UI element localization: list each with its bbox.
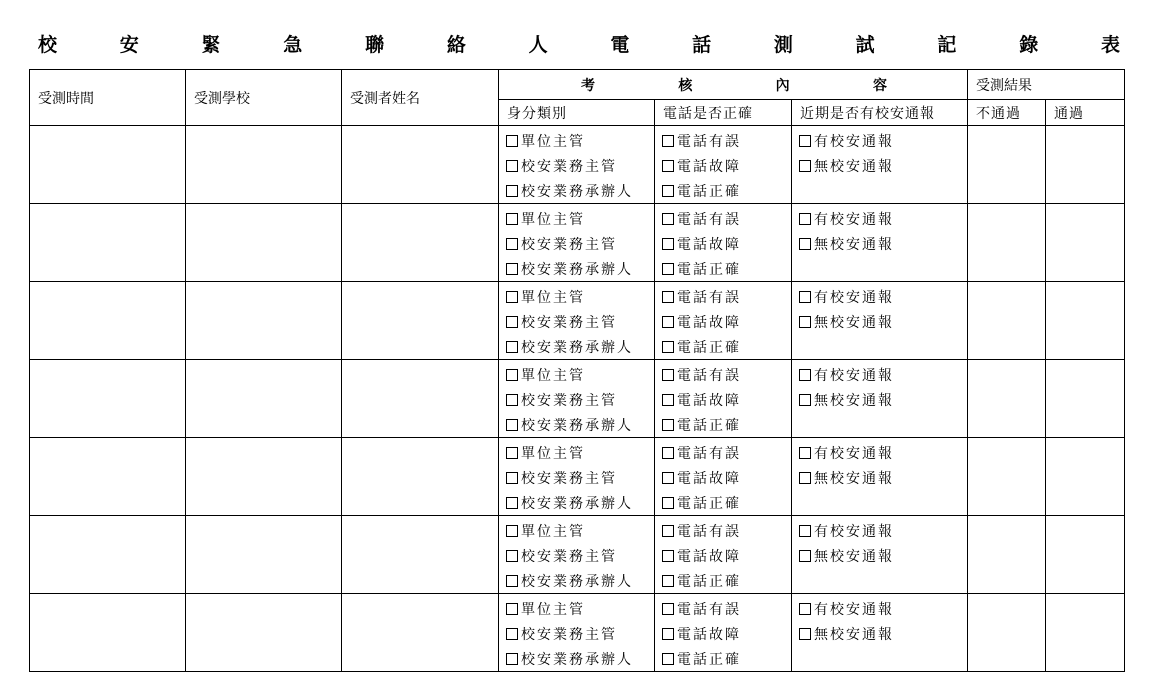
checkbox-option[interactable] bbox=[792, 518, 967, 543]
checkbox-option[interactable] bbox=[655, 284, 791, 309]
checkbox-icon[interactable] bbox=[662, 185, 674, 197]
checkbox-icon[interactable] bbox=[662, 472, 674, 484]
checkbox-icon[interactable] bbox=[662, 291, 674, 303]
cell-result-fail[interactable] bbox=[968, 516, 1046, 594]
checkbox-icon[interactable] bbox=[506, 369, 518, 381]
checkbox-label: 電話有誤 bbox=[677, 211, 741, 228]
checkbox-icon[interactable] bbox=[662, 603, 674, 615]
checkbox-option[interactable] bbox=[655, 178, 791, 203]
cell-identity-options bbox=[499, 360, 655, 438]
checkbox-label: 電話有誤 bbox=[677, 523, 741, 540]
checkbox-icon[interactable] bbox=[506, 263, 518, 275]
cell-result-pass[interactable] bbox=[1046, 126, 1125, 204]
table-row bbox=[30, 126, 1125, 204]
cell-result-fail[interactable] bbox=[968, 360, 1046, 438]
checkbox-icon[interactable] bbox=[506, 394, 518, 406]
cell-test-time[interactable] bbox=[30, 360, 186, 438]
checkbox-option[interactable] bbox=[792, 128, 967, 153]
checkbox-label: 電話有誤 bbox=[677, 367, 741, 384]
checkbox-icon[interactable] bbox=[662, 213, 674, 225]
checkbox-label: 無校安通報 bbox=[814, 548, 894, 565]
checkbox-label: 無校安通報 bbox=[814, 314, 894, 331]
checkbox-label: 電話正確 bbox=[677, 651, 741, 668]
checkbox-option[interactable] bbox=[499, 490, 654, 515]
cell-result-pass[interactable] bbox=[1046, 360, 1125, 438]
checkbox-label: 單位主管 bbox=[521, 211, 585, 228]
checkbox-option[interactable] bbox=[499, 568, 654, 593]
checkbox-icon[interactable] bbox=[799, 628, 811, 640]
cell-test-school[interactable] bbox=[186, 126, 342, 204]
checkbox-option[interactable] bbox=[655, 334, 791, 359]
checkbox-icon[interactable] bbox=[799, 291, 811, 303]
header-identity: 身分類別 bbox=[499, 100, 655, 126]
cell-phone-options bbox=[655, 126, 792, 204]
cell-identity-options bbox=[499, 516, 655, 594]
checkbox-label: 單位主管 bbox=[521, 523, 585, 540]
checkbox-label: 校安業務承辦人 bbox=[521, 339, 633, 356]
checkbox-option[interactable] bbox=[499, 153, 654, 178]
checkbox-label: 校安業務承辦人 bbox=[521, 417, 633, 434]
title-char: 錄 bbox=[1019, 34, 1039, 56]
checkbox-label: 校安業務承辦人 bbox=[521, 573, 633, 590]
checkbox-icon[interactable] bbox=[506, 341, 518, 353]
checkbox-label: 無校安通報 bbox=[814, 236, 894, 253]
checkbox-option[interactable] bbox=[792, 387, 967, 412]
cell-test-school[interactable] bbox=[186, 438, 342, 516]
title-char: 絡 bbox=[446, 34, 466, 56]
title-char: 安 bbox=[119, 34, 139, 56]
checkbox-option[interactable] bbox=[792, 153, 967, 178]
checkbox-option[interactable] bbox=[655, 231, 791, 256]
checkbox-option[interactable] bbox=[655, 596, 791, 621]
checkbox-icon[interactable] bbox=[799, 135, 811, 147]
checkbox-icon[interactable] bbox=[662, 419, 674, 431]
checkbox-option[interactable] bbox=[655, 256, 791, 281]
checkbox-icon[interactable] bbox=[506, 185, 518, 197]
table-row bbox=[30, 204, 1125, 282]
checkbox-icon[interactable] bbox=[506, 419, 518, 431]
cell-test-school[interactable] bbox=[186, 594, 342, 672]
table-row bbox=[30, 360, 1125, 438]
checkbox-option[interactable] bbox=[499, 231, 654, 256]
checkbox-option[interactable] bbox=[499, 518, 654, 543]
header-name: 受測者姓名 bbox=[342, 70, 499, 126]
checkbox-icon[interactable] bbox=[506, 550, 518, 562]
header-row-1 bbox=[30, 70, 1125, 100]
checkbox-label: 電話有誤 bbox=[677, 601, 741, 618]
checkbox-label: 校安業務主管 bbox=[521, 236, 617, 253]
checkbox-label: 有校安通報 bbox=[814, 133, 894, 150]
title-char: 校 bbox=[38, 34, 58, 56]
checkbox-label: 有校安通報 bbox=[814, 211, 894, 228]
checkbox-label: 電話正確 bbox=[677, 417, 741, 434]
checkbox-option[interactable] bbox=[792, 621, 967, 646]
checkbox-icon[interactable] bbox=[662, 238, 674, 250]
checkbox-icon[interactable] bbox=[662, 263, 674, 275]
header-pass: 通過 bbox=[1046, 100, 1125, 126]
checkbox-icon[interactable] bbox=[799, 550, 811, 562]
cell-result-fail[interactable] bbox=[968, 204, 1046, 282]
checkbox-option[interactable] bbox=[655, 490, 791, 515]
checkbox-icon[interactable] bbox=[799, 238, 811, 250]
checkbox-label: 校安業務承辦人 bbox=[521, 651, 633, 668]
checkbox-icon[interactable] bbox=[662, 369, 674, 381]
cell-test-time[interactable] bbox=[30, 282, 186, 360]
checkbox-label: 單位主管 bbox=[521, 601, 585, 618]
cell-tester-name[interactable] bbox=[342, 438, 499, 516]
title-char: 電 bbox=[610, 34, 630, 56]
checkbox-label: 電話正確 bbox=[677, 495, 741, 512]
cell-notice-options bbox=[792, 282, 968, 360]
checkbox-icon[interactable] bbox=[506, 472, 518, 484]
title-char: 表 bbox=[1100, 34, 1120, 56]
checkbox-icon[interactable] bbox=[506, 213, 518, 225]
checkbox-icon[interactable] bbox=[506, 316, 518, 328]
checkbox-option[interactable] bbox=[655, 309, 791, 334]
checkbox-label: 電話正確 bbox=[677, 339, 741, 356]
checkbox-icon[interactable] bbox=[799, 525, 811, 537]
cell-result-fail[interactable] bbox=[968, 282, 1046, 360]
cell-identity-options bbox=[499, 204, 655, 282]
checkbox-icon[interactable] bbox=[799, 160, 811, 172]
checkbox-icon[interactable] bbox=[662, 341, 674, 353]
checkbox-option[interactable] bbox=[499, 646, 654, 671]
checkbox-icon[interactable] bbox=[506, 160, 518, 172]
checkbox-icon[interactable] bbox=[662, 160, 674, 172]
checkbox-label: 無校安通報 bbox=[814, 158, 894, 175]
checkbox-label: 電話正確 bbox=[677, 261, 741, 278]
cell-phone-options bbox=[655, 282, 792, 360]
checkbox-option[interactable] bbox=[655, 128, 791, 153]
checkbox-option[interactable] bbox=[792, 362, 967, 387]
checkbox-label: 單位主管 bbox=[521, 133, 585, 150]
checkbox-label: 校安業務主管 bbox=[521, 314, 617, 331]
checkbox-option[interactable] bbox=[655, 387, 791, 412]
table-row bbox=[30, 516, 1125, 594]
checkbox-option[interactable] bbox=[499, 309, 654, 334]
cell-test-school[interactable] bbox=[186, 204, 342, 282]
checkbox-label: 電話有誤 bbox=[677, 289, 741, 306]
title-char: 話 bbox=[692, 34, 712, 56]
checkbox-icon[interactable] bbox=[799, 394, 811, 406]
checkbox-option[interactable] bbox=[792, 231, 967, 256]
cell-notice-options bbox=[792, 360, 968, 438]
cell-result-fail[interactable] bbox=[968, 438, 1046, 516]
page-title bbox=[38, 33, 1120, 57]
checkbox-icon[interactable] bbox=[662, 447, 674, 459]
checkbox-option[interactable] bbox=[792, 543, 967, 568]
checkbox-label: 電話故障 bbox=[677, 548, 741, 565]
cell-tester-name[interactable] bbox=[342, 360, 499, 438]
checkbox-option[interactable] bbox=[655, 621, 791, 646]
checkbox-icon[interactable] bbox=[799, 369, 811, 381]
cell-identity-options bbox=[499, 282, 655, 360]
checkbox-label: 電話有誤 bbox=[677, 133, 741, 150]
checkbox-icon[interactable] bbox=[662, 497, 674, 509]
checkbox-option[interactable] bbox=[655, 646, 791, 671]
header-phone-correct: 電話是否正確 bbox=[655, 100, 792, 126]
checkbox-icon[interactable] bbox=[662, 628, 674, 640]
cell-result-pass[interactable] bbox=[1046, 516, 1125, 594]
checkbox-label: 單位主管 bbox=[521, 445, 585, 462]
cell-result-pass[interactable] bbox=[1046, 594, 1125, 672]
checkbox-option[interactable] bbox=[499, 387, 654, 412]
checkbox-icon[interactable] bbox=[506, 653, 518, 665]
header-review-content bbox=[499, 70, 968, 100]
checkbox-option[interactable] bbox=[499, 596, 654, 621]
review-char: 容 bbox=[872, 77, 887, 94]
cell-phone-options bbox=[655, 438, 792, 516]
cell-phone-options bbox=[655, 360, 792, 438]
checkbox-icon[interactable] bbox=[506, 291, 518, 303]
review-char: 核 bbox=[678, 77, 693, 94]
checkbox-icon[interactable] bbox=[662, 394, 674, 406]
checkbox-label: 單位主管 bbox=[521, 289, 585, 306]
checkbox-option[interactable] bbox=[499, 178, 654, 203]
cell-phone-options bbox=[655, 594, 792, 672]
header-fail: 不通過 bbox=[968, 100, 1046, 126]
cell-tester-name[interactable] bbox=[342, 126, 499, 204]
checkbox-option[interactable] bbox=[499, 440, 654, 465]
checkbox-label: 校安業務主管 bbox=[521, 158, 617, 175]
review-char: 內 bbox=[775, 77, 790, 94]
checkbox-option[interactable] bbox=[792, 309, 967, 334]
cell-test-time[interactable] bbox=[30, 594, 186, 672]
checkbox-label: 校安業務承辦人 bbox=[521, 183, 633, 200]
checkbox-icon[interactable] bbox=[506, 238, 518, 250]
checkbox-label: 電話故障 bbox=[677, 236, 741, 253]
cell-result-pass[interactable] bbox=[1046, 282, 1125, 360]
checkbox-option[interactable] bbox=[792, 206, 967, 231]
checkbox-icon[interactable] bbox=[662, 316, 674, 328]
cell-notice-options bbox=[792, 126, 968, 204]
checkbox-option[interactable] bbox=[655, 362, 791, 387]
checkbox-icon[interactable] bbox=[506, 628, 518, 640]
checkbox-option[interactable] bbox=[499, 284, 654, 309]
checkbox-option[interactable] bbox=[655, 568, 791, 593]
checkbox-label: 有校安通報 bbox=[814, 523, 894, 540]
cell-phone-options bbox=[655, 516, 792, 594]
title-char: 人 bbox=[528, 34, 548, 56]
cell-result-pass[interactable] bbox=[1046, 438, 1125, 516]
title-char: 試 bbox=[855, 34, 875, 56]
checkbox-label: 電話故障 bbox=[677, 392, 741, 409]
checkbox-icon[interactable] bbox=[506, 603, 518, 615]
checkbox-icon[interactable] bbox=[799, 447, 811, 459]
cell-test-time[interactable] bbox=[30, 126, 186, 204]
checkbox-icon[interactable] bbox=[799, 316, 811, 328]
checkbox-label: 無校安通報 bbox=[814, 392, 894, 409]
checkbox-option[interactable] bbox=[655, 543, 791, 568]
checkbox-icon[interactable] bbox=[799, 603, 811, 615]
checkbox-label: 電話正確 bbox=[677, 183, 741, 200]
cell-identity-options bbox=[499, 594, 655, 672]
table-body bbox=[30, 126, 1125, 672]
table-row bbox=[30, 438, 1125, 516]
checkbox-option[interactable] bbox=[792, 465, 967, 490]
cell-test-school[interactable] bbox=[186, 360, 342, 438]
checkbox-label: 有校安通報 bbox=[814, 367, 894, 384]
checkbox-option[interactable] bbox=[499, 543, 654, 568]
checkbox-label: 無校安通報 bbox=[814, 626, 894, 643]
checkbox-option[interactable] bbox=[655, 153, 791, 178]
checkbox-option[interactable] bbox=[655, 518, 791, 543]
checkbox-label: 校安業務主管 bbox=[521, 392, 617, 409]
cell-notice-options bbox=[792, 204, 968, 282]
checkbox-label: 校安業務承辦人 bbox=[521, 261, 633, 278]
checkbox-label: 校安業務主管 bbox=[521, 548, 617, 565]
checkbox-label: 電話有誤 bbox=[677, 445, 741, 462]
cell-phone-options bbox=[655, 204, 792, 282]
header-time: 受測時間 bbox=[30, 70, 186, 126]
checkbox-label: 無校安通報 bbox=[814, 470, 894, 487]
checkbox-option[interactable] bbox=[655, 206, 791, 231]
checkbox-option[interactable] bbox=[499, 206, 654, 231]
checkbox-option[interactable] bbox=[499, 334, 654, 359]
checkbox-option[interactable] bbox=[499, 256, 654, 281]
cell-identity-options bbox=[499, 126, 655, 204]
title-char: 聯 bbox=[365, 34, 385, 56]
cell-notice-options bbox=[792, 516, 968, 594]
checkbox-option[interactable] bbox=[655, 465, 791, 490]
checkbox-label: 校安業務主管 bbox=[521, 626, 617, 643]
cell-notice-options bbox=[792, 594, 968, 672]
record-table bbox=[29, 69, 1125, 672]
cell-tester-name[interactable] bbox=[342, 594, 499, 672]
checkbox-icon[interactable] bbox=[662, 550, 674, 562]
title-char: 緊 bbox=[201, 34, 221, 56]
checkbox-label: 有校安通報 bbox=[814, 289, 894, 306]
checkbox-label: 有校安通報 bbox=[814, 445, 894, 462]
checkbox-icon[interactable] bbox=[662, 575, 674, 587]
table-row bbox=[30, 282, 1125, 360]
checkbox-icon[interactable] bbox=[506, 525, 518, 537]
checkbox-icon[interactable] bbox=[662, 525, 674, 537]
checkbox-icon[interactable] bbox=[662, 653, 674, 665]
checkbox-option[interactable] bbox=[499, 465, 654, 490]
checkbox-label: 電話故障 bbox=[677, 314, 741, 331]
cell-tester-name[interactable] bbox=[342, 282, 499, 360]
review-char: 考 bbox=[581, 77, 595, 94]
checkbox-label: 單位主管 bbox=[521, 367, 585, 384]
table-row bbox=[30, 594, 1125, 672]
header-recent-notice: 近期是否有校安通報 bbox=[792, 100, 968, 126]
checkbox-option[interactable] bbox=[792, 284, 967, 309]
checkbox-option[interactable] bbox=[655, 412, 791, 437]
checkbox-option[interactable] bbox=[655, 440, 791, 465]
checkbox-icon[interactable] bbox=[662, 135, 674, 147]
header-result: 受測結果 bbox=[968, 70, 1125, 100]
cell-tester-name[interactable] bbox=[342, 204, 499, 282]
title-char: 記 bbox=[937, 34, 957, 56]
cell-test-time[interactable] bbox=[30, 516, 186, 594]
cell-result-fail[interactable] bbox=[968, 594, 1046, 672]
checkbox-label: 有校安通報 bbox=[814, 601, 894, 618]
cell-test-school[interactable] bbox=[186, 516, 342, 594]
checkbox-icon[interactable] bbox=[799, 213, 811, 225]
checkbox-option[interactable] bbox=[499, 621, 654, 646]
cell-notice-options bbox=[792, 438, 968, 516]
cell-test-time[interactable] bbox=[30, 438, 186, 516]
checkbox-label: 電話正確 bbox=[677, 573, 741, 590]
checkbox-label: 校安業務主管 bbox=[521, 470, 617, 487]
cell-test-school[interactable] bbox=[186, 282, 342, 360]
title-char: 測 bbox=[773, 34, 793, 56]
checkbox-label: 校安業務承辦人 bbox=[521, 495, 633, 512]
cell-result-fail[interactable] bbox=[968, 126, 1046, 204]
checkbox-option[interactable] bbox=[499, 412, 654, 437]
header-school: 受測學校 bbox=[186, 70, 342, 126]
checkbox-option[interactable] bbox=[499, 128, 654, 153]
checkbox-icon[interactable] bbox=[506, 497, 518, 509]
checkbox-option[interactable] bbox=[499, 362, 654, 387]
cell-identity-options bbox=[499, 438, 655, 516]
checkbox-label: 電話故障 bbox=[677, 470, 741, 487]
checkbox-icon[interactable] bbox=[506, 447, 518, 459]
checkbox-icon[interactable] bbox=[799, 472, 811, 484]
checkbox-label: 電話故障 bbox=[677, 158, 741, 175]
cell-result-pass[interactable] bbox=[1046, 204, 1125, 282]
cell-tester-name[interactable] bbox=[342, 516, 499, 594]
checkbox-icon[interactable] bbox=[506, 575, 518, 587]
checkbox-option[interactable] bbox=[792, 596, 967, 621]
checkbox-icon[interactable] bbox=[506, 135, 518, 147]
cell-test-time[interactable] bbox=[30, 204, 186, 282]
checkbox-option[interactable] bbox=[792, 440, 967, 465]
title-char: 急 bbox=[283, 34, 303, 56]
checkbox-label: 電話故障 bbox=[677, 626, 741, 643]
